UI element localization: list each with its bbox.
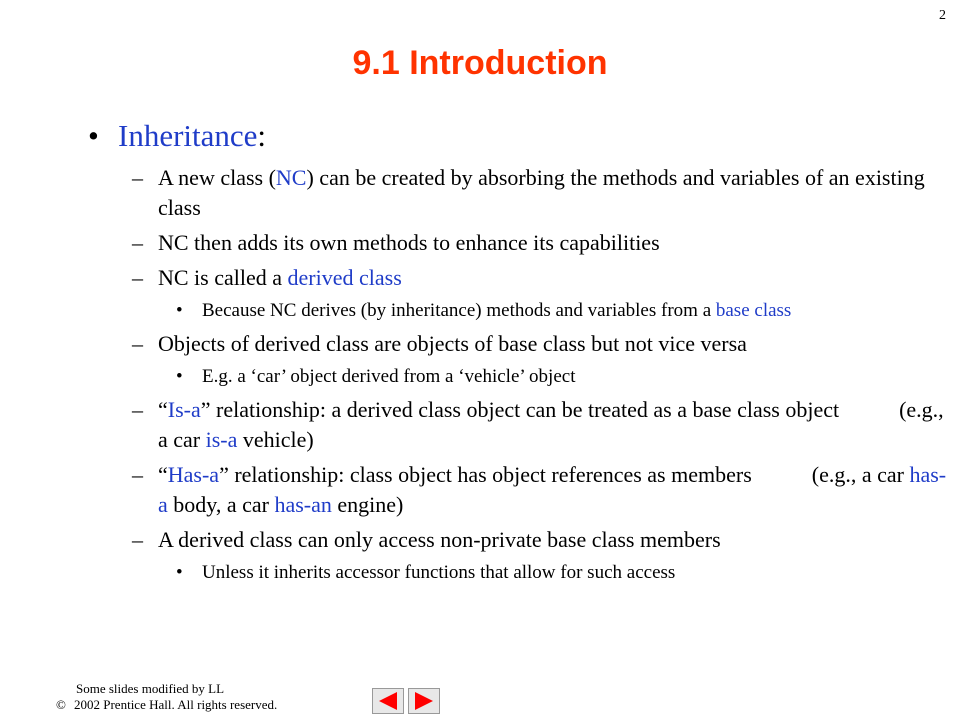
sub-sub-bullet-accessor <box>202 560 932 585</box>
bullet-inheritance-suffix: : <box>257 118 267 153</box>
text-segment: (e.g., a car <box>158 397 944 452</box>
slide-content <box>0 118 960 591</box>
text-segment: vehicle) <box>237 427 314 452</box>
text-segment: engine) <box>331 492 404 517</box>
right-arrow-icon <box>409 689 439 713</box>
text-segment: ” relationship: class object has object references as members <box>219 462 752 487</box>
sub-bullet-adds-methods <box>158 228 948 258</box>
highlight-derived-class: derived class <box>287 265 402 290</box>
highlight-is-a: Is-a <box>167 397 201 422</box>
highlight-base-class: base class <box>715 300 792 321</box>
sub-bullet-derived-class <box>158 263 948 293</box>
footer-copyright <box>56 697 277 713</box>
bullet-inheritance-label: Inheritance <box>118 118 258 153</box>
sub-bullet-new-class <box>158 163 948 223</box>
text-segment: NC is called a <box>158 265 288 290</box>
sub-bullet-objects <box>158 329 948 359</box>
bullet-inheritance <box>118 118 960 154</box>
text-segment: (e.g., a car <box>811 462 910 487</box>
text-segment: ” relationship: a derived class object can be treated as a base class object <box>200 397 840 422</box>
text-segment: body, a car <box>167 492 275 517</box>
text-segment: A derived class can only access non-private base class members <box>158 527 721 552</box>
text-segment: “ <box>158 462 168 487</box>
next-slide-button[interactable] <box>408 688 440 714</box>
highlight-nc: NC <box>275 165 307 190</box>
highlight-has-a: Has-a <box>167 462 220 487</box>
text-segment: Because NC derives (by inheritance) methods and variables from a <box>202 300 716 321</box>
text-segment: E.g. a ‘car’ object derived from a ‘vehicle’ object <box>202 366 576 387</box>
text-segment: ) can be created by absorbing the methods and variables of an existing class <box>158 165 925 220</box>
sub-sub-bullet-base-class <box>202 298 932 323</box>
previous-slide-button[interactable] <box>372 688 404 714</box>
sub-bullet-is-a <box>158 395 948 455</box>
highlight-has-a-example: has-a <box>158 462 947 517</box>
highlight-is-a-example: is-a <box>205 427 238 452</box>
copyright-symbol: © <box>56 697 66 712</box>
slide-title: 9.1 Introduction <box>352 44 608 82</box>
footer-modified-note: Some slides modified by LL <box>76 681 225 696</box>
left-arrow-icon <box>373 689 403 713</box>
footer-copyright-text: 2002 Prentice Hall. All rights reserved. <box>74 697 278 712</box>
sub-bullet-has-a <box>158 460 948 520</box>
sub-sub-bullet-example <box>202 364 932 389</box>
text-segment: A new class ( <box>158 165 276 190</box>
text-segment: NC then adds its own methods to enhance its capabilities <box>158 230 660 255</box>
text-segment: “ <box>158 397 168 422</box>
footer <box>56 681 277 713</box>
slide-navigation <box>372 688 440 714</box>
page-number: 2 <box>939 8 946 23</box>
text-segment: Objects of derived class are objects of base class but not vice versa <box>158 331 747 356</box>
sub-bullet-access <box>158 525 948 555</box>
text-segment: Unless it inherits accessor functions that allow for such access <box>202 562 676 583</box>
highlight-has-an-example: has-an <box>274 492 332 517</box>
